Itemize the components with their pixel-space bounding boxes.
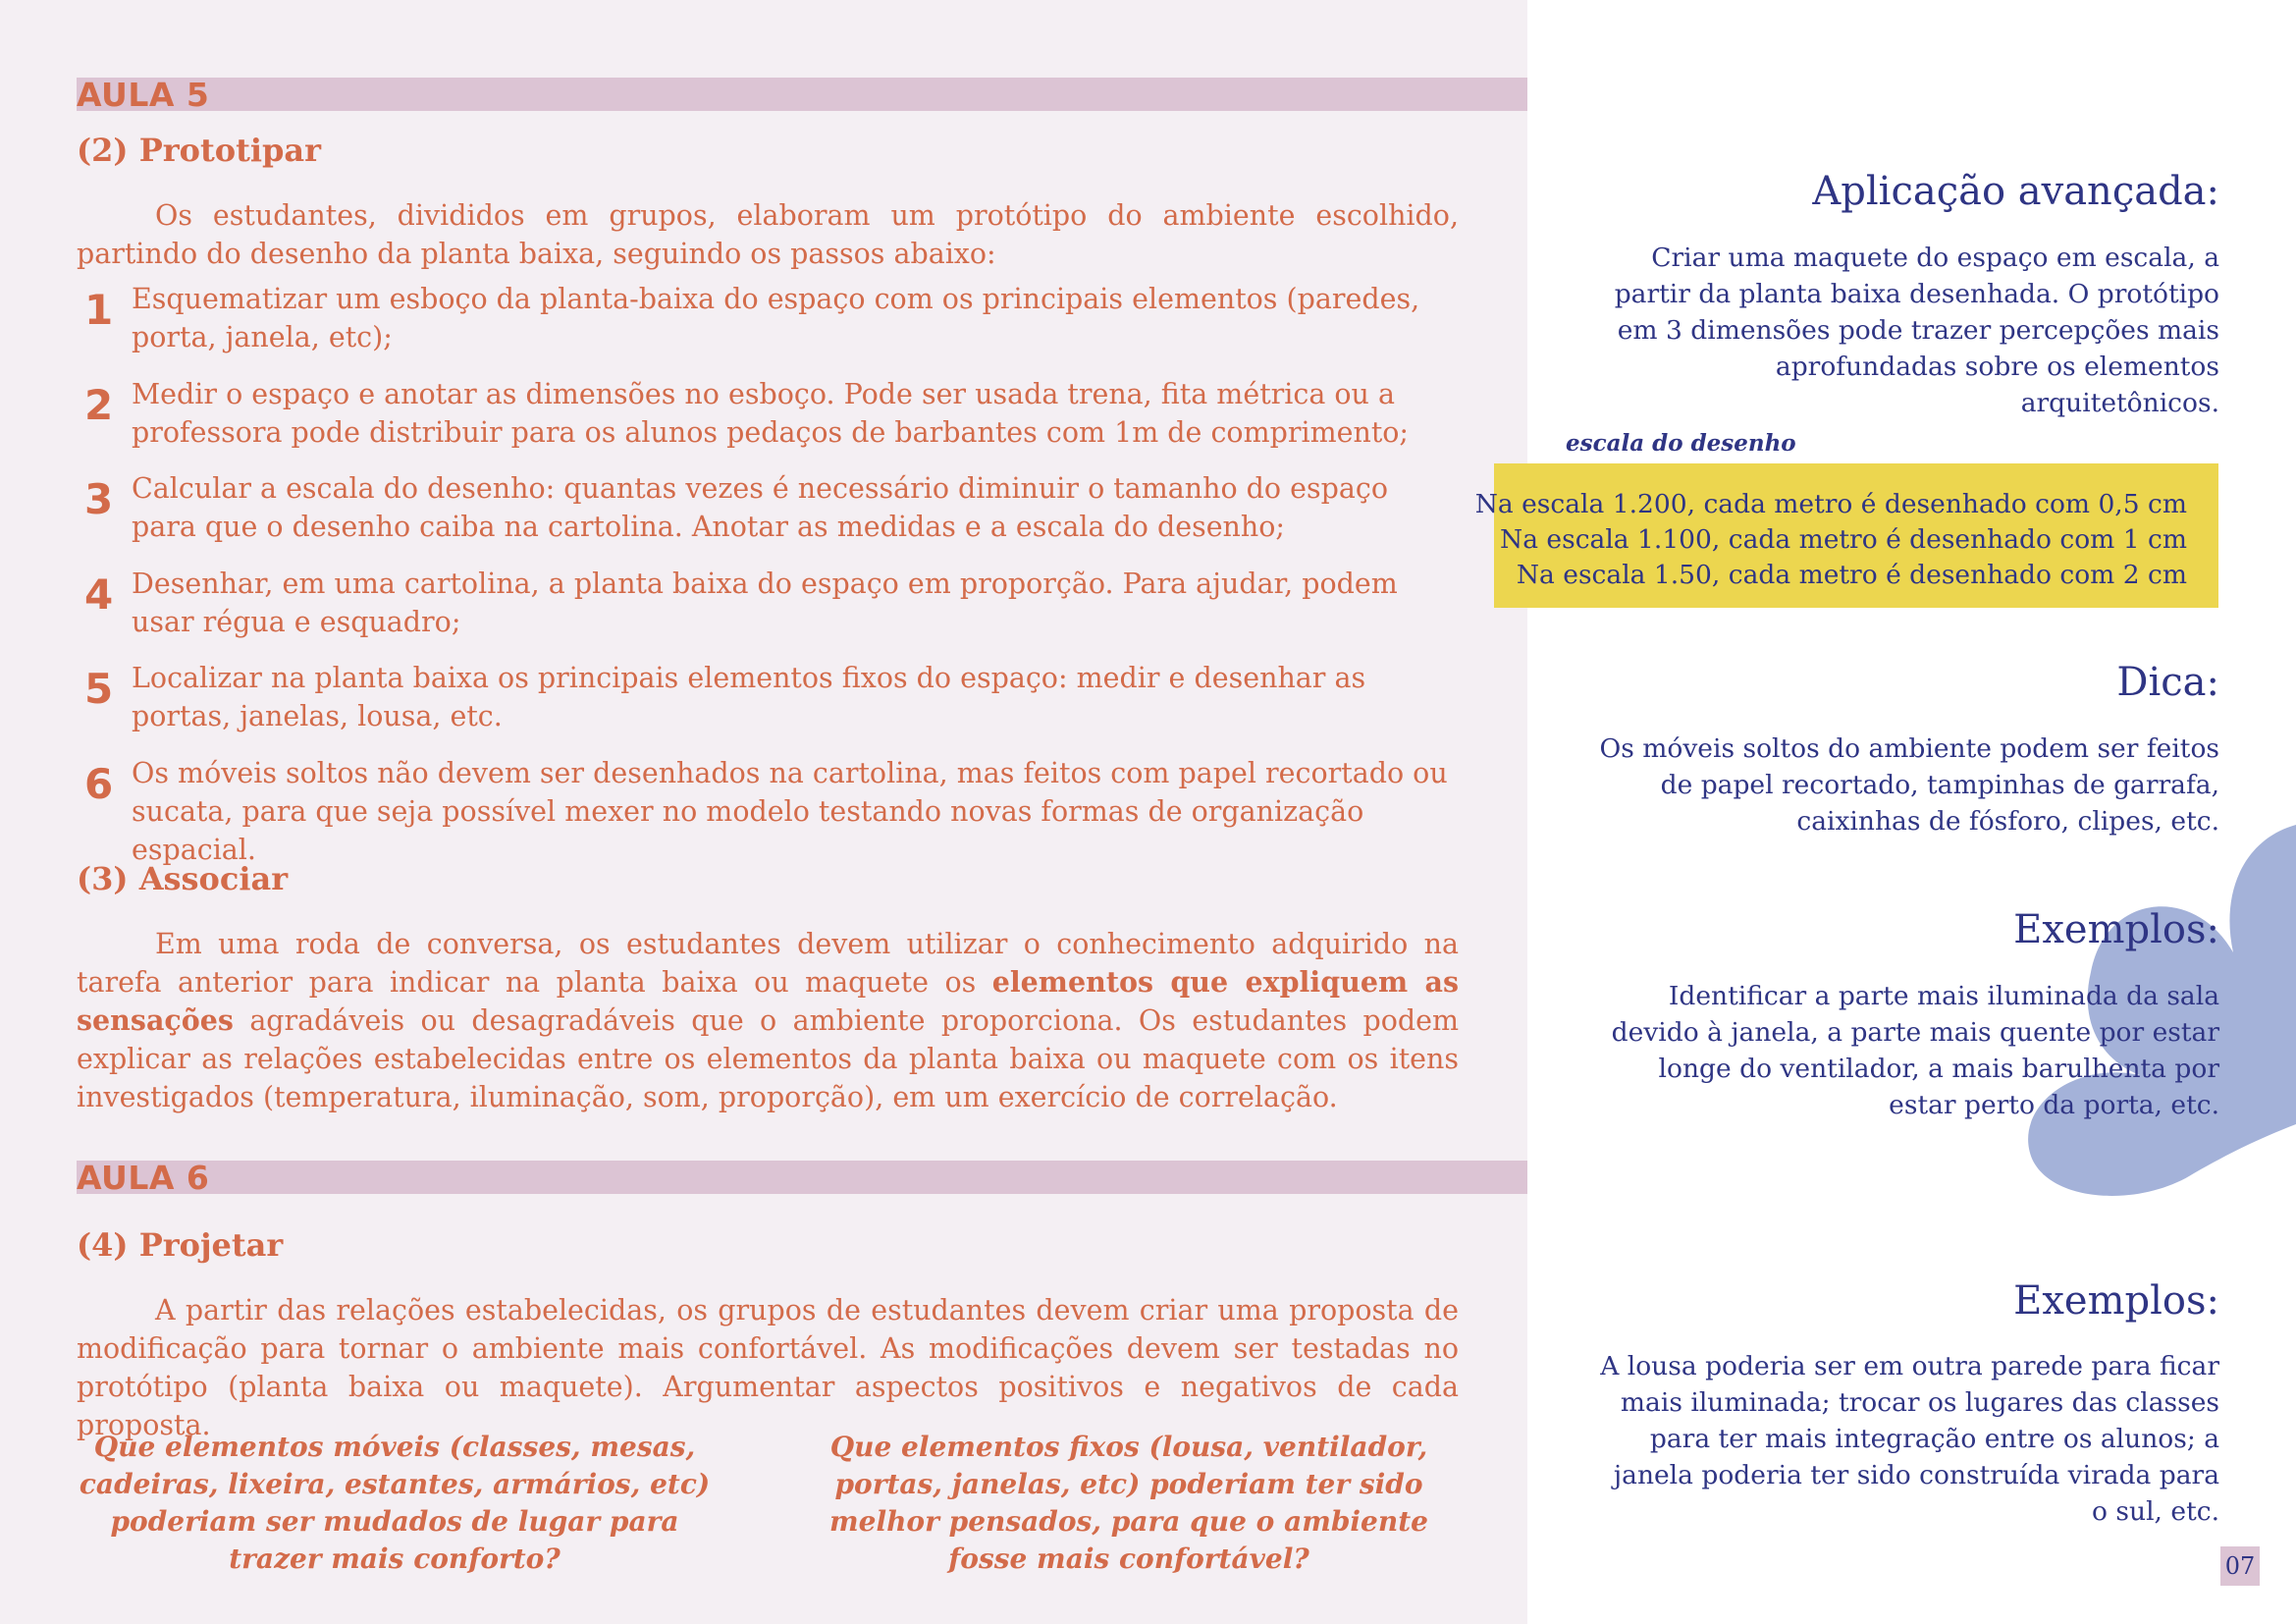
step-item — [77, 754, 1470, 866]
step-number: 6 — [84, 759, 114, 808]
scale-label: escala do desenho — [1566, 430, 1796, 457]
aula-5-bar — [77, 76, 1527, 114]
scale-line: Na escala 1.200, cada metro é desenhado com 0,5 cm — [1474, 489, 2187, 519]
step-text: Localizar na planta baixa os principais elementos fixos do espaço: medir e desenhar as portas, janelas, lousa, etc. — [132, 662, 1366, 732]
step-number: 4 — [84, 569, 114, 619]
scale-box — [1474, 463, 2218, 608]
step-number: 3 — [84, 475, 114, 523]
step-item — [77, 565, 1470, 660]
page-number: 07 — [2220, 1546, 2260, 1586]
exemplos-heading-1: Exemplos: — [2013, 907, 2219, 952]
dica-heading: Dica: — [2116, 660, 2219, 705]
associar-text-before: Em uma roda de conversa, os estudantes devem utilizar o conhecimento adquirido na tarefa anterior para indicar na planta baixa ou maquete os — [77, 928, 1459, 999]
step-text: Esquematizar um esboço da planta-baixa do espaço com os principais elementos (paredes, porta, janela, etc); — [132, 283, 1420, 353]
prototipar-intro: Os estudantes, divididos em grupos, elaboram um protótipo do ambiente escolhido, partindo do desenho da planta baixa, seguindo os passos abaixo: — [77, 199, 1459, 270]
step-item — [77, 375, 1470, 470]
aplicacao-text: Criar uma maquete do espaço em escala, a partir da planta baixa desenhada. O protótipo em 3 dimensões pode trazer percepções mais aprofundadas sobre os elementos arquitetônicos. — [1614, 243, 2219, 418]
associar-text-bold: elementos que expliquem as sensações — [77, 965, 1459, 1037]
exemplos-text-2: A lousa poderia ser em outra parede para ficar mais iluminada; trocar os lugares das classes para ter mais integração entre os alunos; a janela poderia ter sido construída virada para o sul, etc. — [1600, 1351, 2219, 1527]
exemplos-text-1: Identificar a parte mais iluminada da sala devido à janela, a parte mais quente por estar longe do ventilador, a mais barulhenta por estar perto da porta, etc. — [1611, 981, 2219, 1120]
step-text: Medir o espaço e anotar as dimensões no esboço. Pode ser usada trena, fita métrica ou a professora pode distribuir para os alunos pedaços de barbantes com 1m de comprimento; — [132, 377, 1410, 449]
step-number: 1 — [84, 286, 114, 334]
associar-heading: (3) Associar — [77, 860, 289, 897]
steps-list — [77, 280, 1470, 866]
associar-text-after: agradáveis ou desagradáveis que o ambiente proporciona. Os estudantes podem explicar as relações estabelecidas entre os elementos da planta baixa ou maquete com os itens investigados (temperatura, iluminação, som, proporção), em um exercício de correlação. — [77, 1004, 1459, 1113]
question-left: Que elementos móveis (classes, mesas, cadeiras, lixeira, estantes, armários, etc) poderiam ser mudados de lugar para trazer mais conforto? — [79, 1431, 711, 1575]
scale-line: Na escala 1.50, cada metro é desenhado com 2 cm — [1516, 560, 2187, 590]
aula-6-bar — [77, 1159, 1527, 1197]
scale-line: Na escala 1.100, cada metro é desenhado com 1 cm — [1500, 524, 2187, 555]
dica-text: Os móveis soltos do ambiente podem ser feitos de papel recortado, tampinhas de garrafa, caixinhas de fósforo, clipes, etc. — [1599, 733, 2219, 837]
projetar-text: A partir das relações estabelecidas, os grupos de estudantes devem criar uma proposta de modificação para tornar o ambiente mais confortável. As modificações devem ser testadas no protótipo (planta baixa ou maquete). Argumentar aspectos positivos e negativos de cada proposta. — [77, 1294, 1459, 1441]
step-item — [77, 280, 1470, 375]
step-text: Os móveis soltos não devem ser desenhados na cartolina, mas feitos com papel recortado ou sucata, para que seja possível mexer no modelo testando novas formas de organização espacial. — [132, 756, 1448, 866]
associar-text — [77, 925, 1459, 1116]
aula-6-title: AULA 6 — [77, 1159, 210, 1197]
question-right: Que elementos fixos (lousa, ventilador, portas, janelas, etc) poderiam ter sido melhor pensados, para que o ambiente fosse mais confortável? — [829, 1431, 1428, 1575]
step-number: 5 — [84, 665, 114, 713]
aplicacao-heading: Aplicação avançada: — [1812, 169, 2219, 214]
step-text: Desenhar, em uma cartolina, a planta baixa do espaço em proporção. Para ajudar, podem usar régua e esquadro; — [132, 567, 1398, 638]
step-item — [77, 659, 1470, 754]
step-number: 2 — [84, 380, 114, 429]
aula-5-title: AULA 5 — [77, 76, 210, 114]
projetar-heading: (4) Projetar — [77, 1226, 284, 1264]
step-text: Calcular a escala do desenho: quantas vezes é necessário diminuir o tamanho do espaço para que o desenho caiba na cartolina. Anotar as medidas e a escala do desenho; — [132, 472, 1388, 543]
prototipar-heading: (2) Prototipar — [77, 132, 321, 169]
step-item — [77, 469, 1470, 565]
exemplos-heading-2: Exemplos: — [2013, 1278, 2219, 1324]
